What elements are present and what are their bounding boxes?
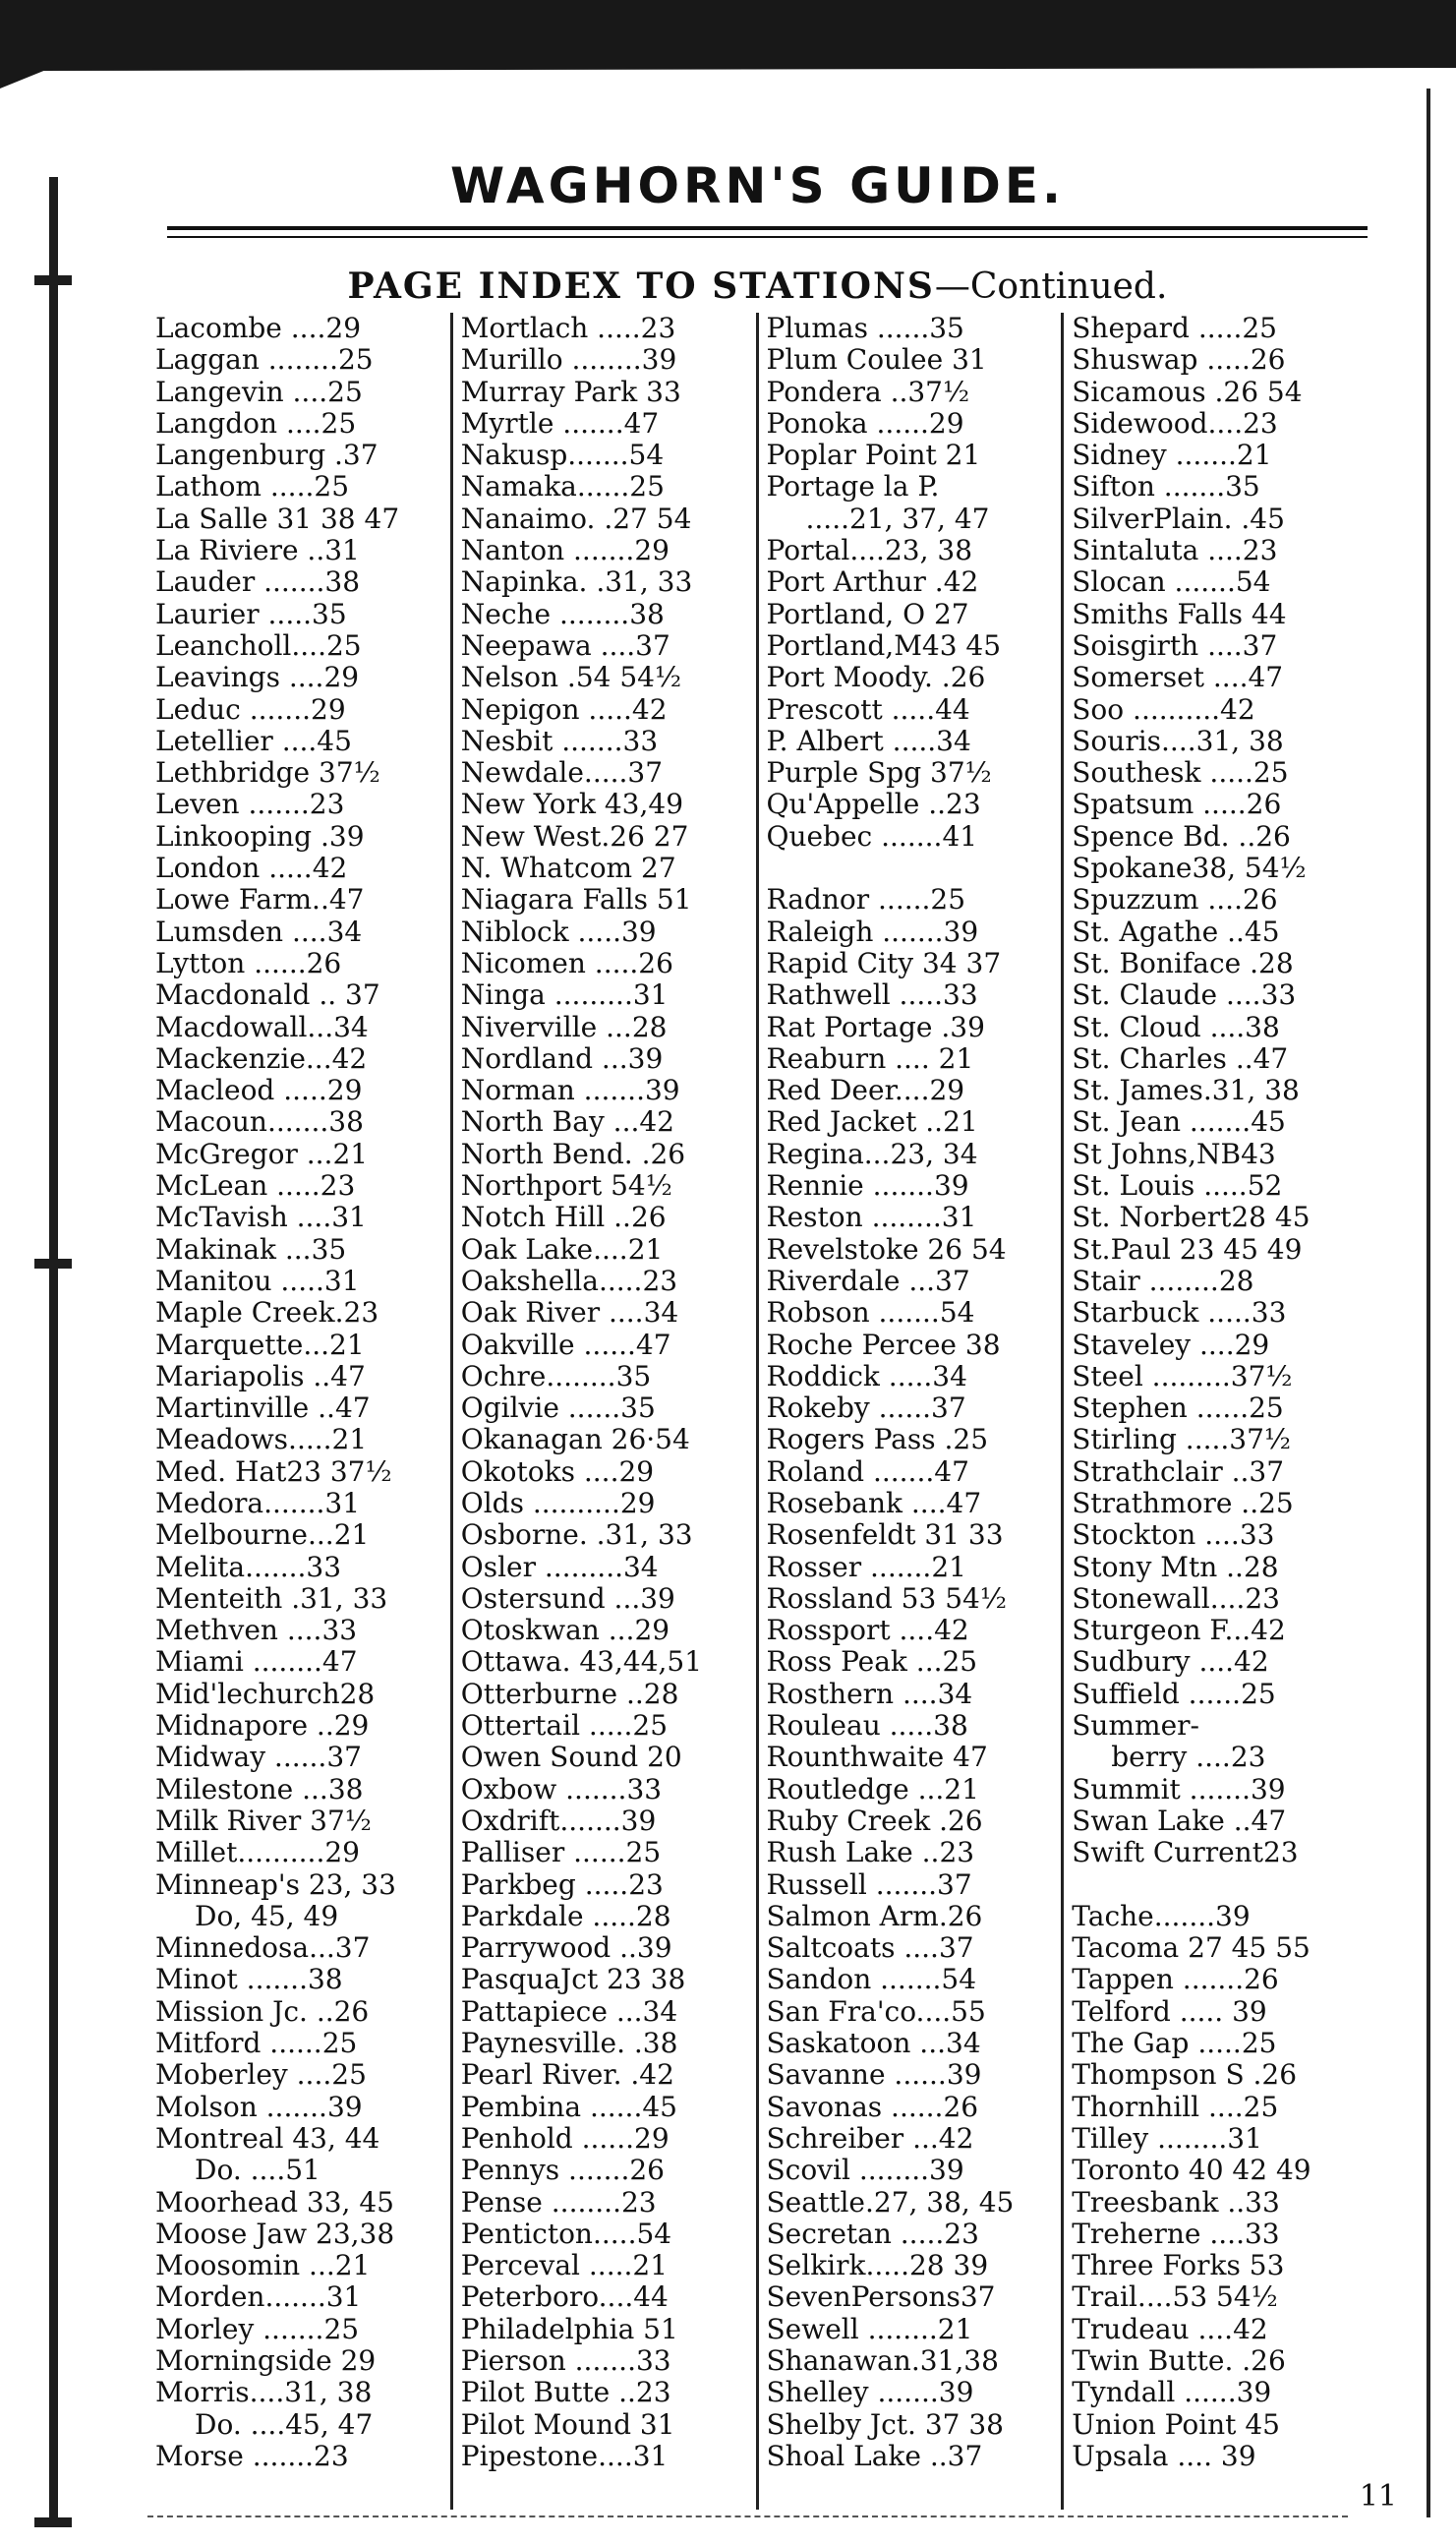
station-entry: Ogilvie ......35 — [460, 1392, 656, 1425]
binding-mark — [34, 275, 72, 285]
station-entry: Tache.......39 — [1072, 1900, 1251, 1932]
station-entry: Morris....31, 38 — [155, 2377, 373, 2409]
station-entry: Med. Hat23 37½ — [155, 1455, 392, 1488]
station-entry: N. Whatcom 27 — [460, 853, 676, 885]
station-entry: Maple Creek.23 — [155, 1297, 379, 1330]
station-entry: Portage la P. — [766, 471, 940, 503]
station-entry: Miami ........47 — [155, 1646, 358, 1679]
station-entry: Spence Bd. ..26 — [1072, 820, 1291, 853]
station-entry: Pilot Butte ..23 — [460, 2377, 671, 2409]
station-entry: Poplar Point 21 — [766, 440, 981, 472]
station-entry: Starbuck .....33 — [1072, 1297, 1287, 1330]
station-entry: Pattapiece ...34 — [460, 1995, 678, 2028]
station-entry: Minot .......38 — [155, 1964, 343, 1996]
station-entry: Twin Butte. .26 — [1072, 2345, 1286, 2377]
station-entry: St. Jean .......45 — [1072, 1106, 1286, 1139]
station-entry: Plumas ......35 — [766, 313, 964, 344]
station-entry: Lauder .......38 — [155, 566, 361, 599]
index-continued: —Continued. — [934, 266, 1168, 307]
station-entry: Strathmore ..25 — [1072, 1487, 1294, 1519]
station-entry: Oakshella.....23 — [460, 1265, 678, 1297]
station-entry: Rogers Pass .25 — [766, 1424, 989, 1456]
station-entry: Morningside 29 — [155, 2345, 377, 2377]
station-entry: Nakusp.......54 — [460, 440, 665, 472]
station-entry: Osborne. .31, 33 — [460, 1519, 693, 1552]
station-entry: Pembina ......45 — [460, 2091, 677, 2123]
station-entry: Lacombe ....29 — [155, 313, 362, 344]
station-entry: Leavings ....29 — [155, 662, 360, 694]
station-entry: PasquaJct 23 38 — [460, 1964, 686, 1996]
station-entry: McLean .....23 — [155, 1170, 356, 1203]
binding-mark — [34, 2517, 72, 2527]
station-entry: Leancholl....25 — [155, 629, 362, 662]
station-entry: Do. ....45, 47 — [195, 2408, 374, 2441]
station-entry: St. Claude ....33 — [1072, 979, 1297, 1012]
station-entry: Niblock .....39 — [460, 916, 657, 948]
station-entry: Roche Percee 38 — [766, 1329, 1001, 1361]
station-entry: Millet..........29 — [155, 1837, 360, 1869]
station-entry: Penhold ......29 — [460, 2122, 670, 2155]
station-entry: Ross Peak ...25 — [766, 1646, 978, 1679]
station-entry: Swan Lake ..47 — [1072, 1805, 1287, 1837]
station-entry: London .....42 — [155, 853, 348, 885]
station-entry: Spuzzum ....26 — [1072, 884, 1278, 917]
station-entry: berry ....23 — [1111, 1742, 1266, 1774]
station-entry: Upsala .... 39 — [1072, 2440, 1256, 2472]
station-entry: Secretan .....23 — [766, 2218, 979, 2250]
station-entry: Sintaluta ....23 — [1072, 535, 1278, 567]
bottom-rule — [147, 2515, 1348, 2517]
station-entry: Southesk .....25 — [1072, 757, 1289, 790]
station-entry: Steel .........37½ — [1072, 1360, 1293, 1392]
station-entry: Nordland ...39 — [460, 1042, 664, 1075]
station-entry: Newdale.....37 — [460, 757, 664, 790]
station-entry: Treherne ....33 — [1072, 2218, 1280, 2250]
station-entry: Oxdrift.......39 — [460, 1805, 657, 1837]
station-entry: P. Albert .....34 — [766, 725, 971, 757]
station-entry: Midnapore ..29 — [155, 1710, 370, 1743]
station-entry: Shuswap .....26 — [1072, 344, 1286, 377]
station-entry: Murillo ........39 — [460, 344, 677, 377]
station-entry: Leven .......23 — [155, 789, 345, 821]
station-entry: Do. ....51 — [195, 2155, 320, 2187]
station-entry: Rosenfeldt 31 33 — [766, 1519, 1004, 1552]
station-entry: Port Arthur .42 — [766, 566, 979, 599]
station-entry: Otterburne ..28 — [460, 1678, 679, 1710]
station-entry: St.Paul 23 45 49 — [1072, 1233, 1303, 1266]
station-entry: Nanton .......29 — [460, 535, 670, 567]
station-entry: Trudeau ....42 — [1072, 2313, 1268, 2345]
station-entry: Rathwell .....33 — [766, 979, 978, 1012]
station-entry: Moose Jaw 23,38 — [155, 2218, 395, 2250]
station-entry: Telford ..... 39 — [1072, 1995, 1267, 2028]
station-entry: McGregor ...21 — [155, 1138, 369, 1170]
station-entry: St. Cloud ....38 — [1072, 1011, 1280, 1043]
station-entry: Pondera ..37½ — [766, 376, 970, 408]
station-entry: St. Charles ..47 — [1072, 1042, 1289, 1075]
station-entry: Sturgeon F...42 — [1072, 1615, 1286, 1647]
station-entry: La Riviere ..31 — [155, 535, 360, 567]
station-entry: Summit .......39 — [1072, 1773, 1286, 1805]
station-entry: Rat Portage .39 — [766, 1011, 985, 1043]
station-entry: Pearl River. .42 — [460, 2059, 674, 2092]
station-entry: Macdonald .. 37 — [155, 979, 380, 1012]
station-entry: Niagara Falls 51 — [460, 884, 692, 917]
station-entry: Mackenzie...42 — [155, 1042, 368, 1075]
station-entry: Roland .......47 — [766, 1455, 969, 1488]
station-entry: Martinville ..47 — [155, 1392, 371, 1425]
station-entry: Tyndall ......39 — [1072, 2377, 1272, 2409]
station-entry: Sewell ........21 — [766, 2313, 973, 2345]
station-entry: Midway ......37 — [155, 1742, 362, 1774]
station-entry — [1072, 1869, 1359, 1901]
station-entry: La Salle 31 38 47 — [155, 503, 400, 535]
station-entry: Sicamous .26 54 — [1072, 376, 1303, 408]
station-entry: Moberley ....25 — [155, 2059, 367, 2092]
station-entry: Melita.......33 — [155, 1551, 342, 1583]
station-entry: Portland, O 27 — [766, 598, 969, 630]
station-entry: Stonewall....23 — [1072, 1582, 1280, 1615]
station-entry: Red Jacket ..21 — [766, 1106, 978, 1139]
station-entry: North Bend. .26 — [460, 1138, 686, 1170]
station-entry: St. James.31, 38 — [1072, 1075, 1300, 1107]
station-entry: Minneap's 23, 33 — [155, 1868, 396, 1901]
station-entry: Savonas ......26 — [766, 2091, 979, 2123]
station-entry: Stair ........28 — [1072, 1265, 1254, 1297]
station-entry: Paynesville. .38 — [460, 2028, 678, 2060]
station-entry: Moorhead 33, 45 — [155, 2186, 394, 2219]
station-entry: Rapid City 34 37 — [766, 947, 1002, 979]
station-entry: Linkooping .39 — [155, 820, 365, 853]
station-entry: Qu'Appelle ..23 — [766, 789, 981, 821]
station-entry: Prescott .....44 — [766, 693, 970, 726]
station-entry: Perceval .....21 — [460, 2250, 669, 2282]
title-rule — [167, 226, 1368, 230]
station-entry: Routledge ...21 — [766, 1773, 979, 1805]
station-entry: Soo ..........42 — [1072, 693, 1255, 726]
station-entry: Northport 54½ — [460, 1170, 672, 1203]
station-entry: Owen Sound 20 — [460, 1742, 682, 1774]
station-entry: Shelley .......39 — [766, 2377, 974, 2409]
station-entry: Sudbury ....42 — [1072, 1646, 1269, 1679]
station-entry: Methven ....33 — [155, 1615, 358, 1647]
station-entry: Red Deer....29 — [766, 1075, 965, 1107]
station-entry: Robson .......54 — [766, 1297, 975, 1330]
station-entry: Okotoks ....29 — [460, 1455, 655, 1488]
station-entry: Thornhill ....25 — [1072, 2091, 1279, 2123]
station-entry: Mortlach .....23 — [460, 313, 676, 344]
station-entry: Marquette...21 — [155, 1329, 365, 1361]
station-entry: Shoal Lake ..37 — [766, 2440, 983, 2472]
station-entry: Ruby Creek .26 — [766, 1805, 983, 1837]
station-entry: Murray Park 33 — [460, 376, 681, 408]
station-entry: Mid'lechurch28 — [155, 1678, 376, 1710]
station-column — [147, 313, 453, 2510]
station-entry: Rennie .......39 — [766, 1170, 969, 1203]
station-entry: Rosser .......21 — [766, 1551, 966, 1583]
station-entry: Medora.......31 — [155, 1487, 361, 1519]
station-entry: Schreiber ...42 — [766, 2122, 974, 2155]
station-entry: Morden.......31 — [155, 2281, 362, 2314]
station-entry: Pennys .......26 — [460, 2155, 665, 2187]
station-entry: Sidney .......21 — [1072, 440, 1272, 472]
station-entry: New West.26 27 — [460, 820, 689, 853]
station-entry: Smiths Falls 44 — [1072, 598, 1287, 630]
station-entry: Notch Hill ..26 — [460, 1202, 667, 1234]
station-entry: Lathom .....25 — [155, 471, 350, 503]
station-entry: Myrtle .......47 — [460, 407, 660, 440]
station-entry: Shanawan.31,38 — [766, 2345, 999, 2377]
station-entry: Portland,M43 45 — [766, 629, 1002, 662]
station-entry: Port Moody. .26 — [766, 662, 986, 694]
station-entry: Slocan .......54 — [1072, 566, 1271, 599]
station-entry: Minnedosa...37 — [155, 1932, 371, 1965]
station-entry: Ostersund ...39 — [460, 1582, 675, 1615]
station-entry: Parkdale .....28 — [460, 1900, 671, 1932]
station-entry: Rounthwaite 47 — [766, 1742, 988, 1774]
station-entry: Ottertail .....25 — [460, 1710, 669, 1743]
station-entry: Stockton ....33 — [1072, 1519, 1275, 1552]
station-entry: Saskatoon ...34 — [766, 2028, 981, 2060]
station-entry: Pense ........23 — [460, 2186, 657, 2219]
station-entry: Laggan ........25 — [155, 344, 374, 377]
station-entry: Souris....31, 38 — [1072, 725, 1284, 757]
guide-title: WAGHORN'S GUIDE. — [450, 157, 1065, 214]
station-entry: Macdowall...34 — [155, 1011, 369, 1043]
station-entry: Rosthern ....34 — [766, 1678, 973, 1710]
station-entry: Stirling .....37½ — [1072, 1424, 1292, 1456]
station-entry: Revelstoke 26 54 — [766, 1233, 1007, 1266]
station-entry: Plum Coulee 31 — [766, 344, 987, 377]
station-entry: Sandon .......54 — [766, 1964, 977, 1996]
station-entry: Russell .......37 — [766, 1868, 972, 1901]
station-entry: San Fra'co....55 — [766, 1995, 986, 2028]
station-entry: Olds ..........29 — [460, 1487, 656, 1519]
station-entry: Macleod .....29 — [155, 1075, 363, 1107]
station-entry: St. Boniface .28 — [1072, 947, 1294, 979]
station-entry: Langenburg .37 — [155, 440, 379, 472]
station-entry: Savanne ......39 — [766, 2059, 982, 2092]
station-entry: New York 43,49 — [460, 789, 684, 821]
station-entry: Summer- — [1072, 1710, 1199, 1743]
station-entry: Thompson S .26 — [1072, 2059, 1298, 2092]
station-entry: Pilot Mound 31 — [460, 2408, 675, 2441]
station-entry: Roddick .....34 — [766, 1360, 967, 1392]
station-entry: Osler .........34 — [460, 1551, 659, 1583]
station-entry: Milestone ...38 — [155, 1773, 364, 1805]
station-entry: Rouleau .....38 — [766, 1710, 968, 1743]
station-entry: Nelson .54 54½ — [460, 662, 682, 694]
station-entry: Do, 45, 49 — [195, 1900, 339, 1932]
station-entry: McTavish ....31 — [155, 1202, 367, 1234]
station-entry: Sidewood....23 — [1072, 407, 1278, 440]
station-entry: Spokane38, 54½ — [1072, 853, 1307, 885]
station-entry: North Bay ...42 — [460, 1106, 674, 1139]
station-entry: Leduc .......29 — [155, 693, 346, 726]
station-entry: Stony Mtn ..28 — [1072, 1551, 1279, 1583]
station-entry: Laurier .....35 — [155, 598, 347, 630]
station-entry: Tappen .......26 — [1072, 1964, 1279, 1996]
station-entry: Seattle.27, 38, 45 — [766, 2186, 1015, 2219]
station-entry: Macoun.......38 — [155, 1106, 364, 1139]
station-entry: Soisgirth ....37 — [1072, 629, 1278, 662]
station-entry: Radnor ......25 — [766, 884, 966, 917]
station-entry: Menteith .31, 33 — [155, 1582, 388, 1615]
station-entry: Milk River 37½ — [155, 1805, 372, 1837]
station-entry: Shepard .....25 — [1072, 313, 1277, 344]
station-entry: Salmon Arm.26 — [766, 1900, 983, 1932]
station-entry: Melbourne...21 — [155, 1519, 370, 1552]
station-entry: Rossland 53 54½ — [766, 1582, 1007, 1615]
station-entry: Selkirk.....28 39 — [766, 2250, 989, 2282]
station-entry: Molson .......39 — [155, 2091, 363, 2123]
station-entry: Nanaimo. .27 54 — [460, 503, 692, 535]
station-entry: Scovil ........39 — [766, 2155, 964, 2187]
station-column — [759, 313, 1065, 2510]
station-entry: Napinka. .31, 33 — [460, 566, 693, 599]
station-entry: Portal....23, 38 — [766, 535, 973, 567]
station-entry: Riverdale ...37 — [766, 1265, 970, 1297]
station-entry: Otoskwan ...29 — [460, 1615, 670, 1647]
station-entry: Suffield ......25 — [1072, 1678, 1276, 1710]
station-entry: Lowe Farm..47 — [155, 884, 365, 917]
station-entry: Nicomen .....26 — [460, 947, 673, 979]
station-entry: Nesbit .......33 — [460, 725, 659, 757]
station-entry: Ninga .........31 — [460, 979, 669, 1012]
station-entry: Neche ........38 — [460, 598, 665, 630]
station-entry: Makinak ...35 — [155, 1233, 347, 1266]
binding-mark — [34, 1259, 72, 1269]
station-entry: Staveley ....29 — [1072, 1329, 1270, 1361]
station-entry: Pipestone....31 — [460, 2440, 669, 2472]
station-entry: Mission Jc. ..26 — [155, 1995, 370, 2028]
station-entry: Lethbridge 37½ — [155, 757, 380, 790]
station-entry: Niverville ...28 — [460, 1011, 668, 1043]
station-entry: Nepigon .....42 — [460, 693, 668, 726]
station-entry: Ponoka ......29 — [766, 407, 964, 440]
station-entry: Mitford ......25 — [155, 2028, 358, 2060]
station-entry: Meadows.....21 — [155, 1424, 368, 1456]
station-entry: Manitou .....31 — [155, 1265, 360, 1297]
station-entry: Regina...23, 34 — [766, 1138, 978, 1170]
station-entry: Strathclair ..37 — [1072, 1455, 1285, 1488]
station-entry: Oak River ....34 — [460, 1297, 679, 1330]
station-entry: Treesbank ..33 — [1072, 2186, 1280, 2219]
guide-page — [88, 89, 1430, 2517]
station-entry: Spatsum .....26 — [1072, 789, 1282, 821]
station-entry: Morley .......25 — [155, 2313, 360, 2345]
binding-rule — [49, 177, 58, 2527]
station-entry: Somerset ....47 — [1072, 662, 1284, 694]
station-entry: Trail....53 54½ — [1072, 2281, 1278, 2314]
station-entry: Toronto 40 42 49 — [1072, 2155, 1311, 2187]
station-entry: Philadelphia 51 — [460, 2313, 678, 2345]
station-entry: Mariapolis ..47 — [155, 1360, 366, 1392]
station-entry: Rossport ....42 — [766, 1615, 969, 1647]
station-entry: Parrywood ..39 — [460, 1932, 672, 1965]
station-entry: Oak Lake....21 — [460, 1233, 664, 1266]
station-entry: Peterboro....44 — [460, 2281, 669, 2314]
title-rule — [167, 236, 1368, 238]
station-entry: Stephen ......25 — [1072, 1392, 1284, 1425]
index-heading — [88, 266, 1427, 307]
station-entry: Norman .......39 — [460, 1075, 680, 1107]
station-entry: Quebec .......41 — [766, 820, 978, 853]
station-entry: Tacoma 27 45 55 — [1072, 1932, 1310, 1965]
station-entry: Montreal 43, 44 — [155, 2122, 380, 2155]
station-entry: Ottawa. 43,44,51 — [460, 1646, 703, 1679]
station-column — [453, 313, 759, 2510]
station-entry: Morse .......23 — [155, 2440, 349, 2472]
station-entry: Letellier ....45 — [155, 725, 352, 757]
station-entry: .....21, 37, 47 — [805, 503, 990, 535]
station-entry: Reaburn .... 21 — [766, 1042, 974, 1075]
station-entry: SilverPlain. .45 — [1072, 503, 1285, 535]
station-entry: Rush Lake ..23 — [766, 1837, 975, 1869]
station-entry: Purple Spg 37½ — [766, 757, 992, 790]
station-entry: Ochre........35 — [460, 1360, 652, 1392]
station-entry: Rokeby ......37 — [766, 1392, 966, 1425]
station-entry: The Gap .....25 — [1072, 2028, 1277, 2060]
station-entry: St. Louis .....52 — [1072, 1170, 1283, 1203]
station-entry: Tilley ........31 — [1072, 2122, 1262, 2155]
station-entry: Okanagan 26·54 — [460, 1424, 690, 1456]
index-title: PAGE INDEX TO STATIONS — [347, 266, 935, 307]
station-entry: Reston ........31 — [766, 1202, 977, 1234]
station-entry: Raleigh .......39 — [766, 916, 979, 948]
station-entry: Union Point 45 — [1072, 2408, 1280, 2441]
station-entry: Lytton ......26 — [155, 947, 342, 979]
station-entry: Neepawa ....37 — [460, 629, 670, 662]
station-entry: Saltcoats ....37 — [766, 1932, 974, 1965]
station-entry: St Johns,NB43 — [1072, 1138, 1276, 1170]
station-entry: Parkbeg .....23 — [460, 1868, 664, 1901]
station-entry: Sifton .......35 — [1072, 471, 1260, 503]
station-index — [147, 313, 1367, 2510]
station-entry: Langdon ....25 — [155, 407, 357, 440]
station-entry: Oxbow .......33 — [460, 1773, 663, 1805]
page-number: 11 — [1359, 2479, 1397, 2514]
station-entry: Pierson .......33 — [460, 2345, 671, 2377]
station-entry: Rosebank ....47 — [766, 1487, 982, 1519]
station-entry: Swift Current23 — [1072, 1837, 1299, 1869]
station-entry: Three Forks 53 — [1072, 2250, 1285, 2282]
station-entry: Langevin ....25 — [155, 376, 363, 408]
station-entry: Palliser ......25 — [460, 1837, 662, 1869]
station-entry — [767, 853, 1054, 884]
station-entry: Moosomin ...21 — [155, 2250, 371, 2282]
station-entry: SevenPersons37 — [766, 2281, 996, 2314]
station-entry: Lumsden ....34 — [155, 916, 363, 948]
station-entry: Oakville ......47 — [460, 1329, 671, 1361]
station-entry: St. Agathe ..45 — [1072, 916, 1280, 948]
station-entry: Shelby Jct. 37 38 — [766, 2408, 1004, 2441]
station-entry: Penticton.....54 — [460, 2218, 672, 2250]
station-column — [1064, 313, 1367, 2510]
station-entry: St. Norbert28 45 — [1072, 1202, 1310, 1234]
station-entry: Namaka......25 — [460, 471, 665, 503]
